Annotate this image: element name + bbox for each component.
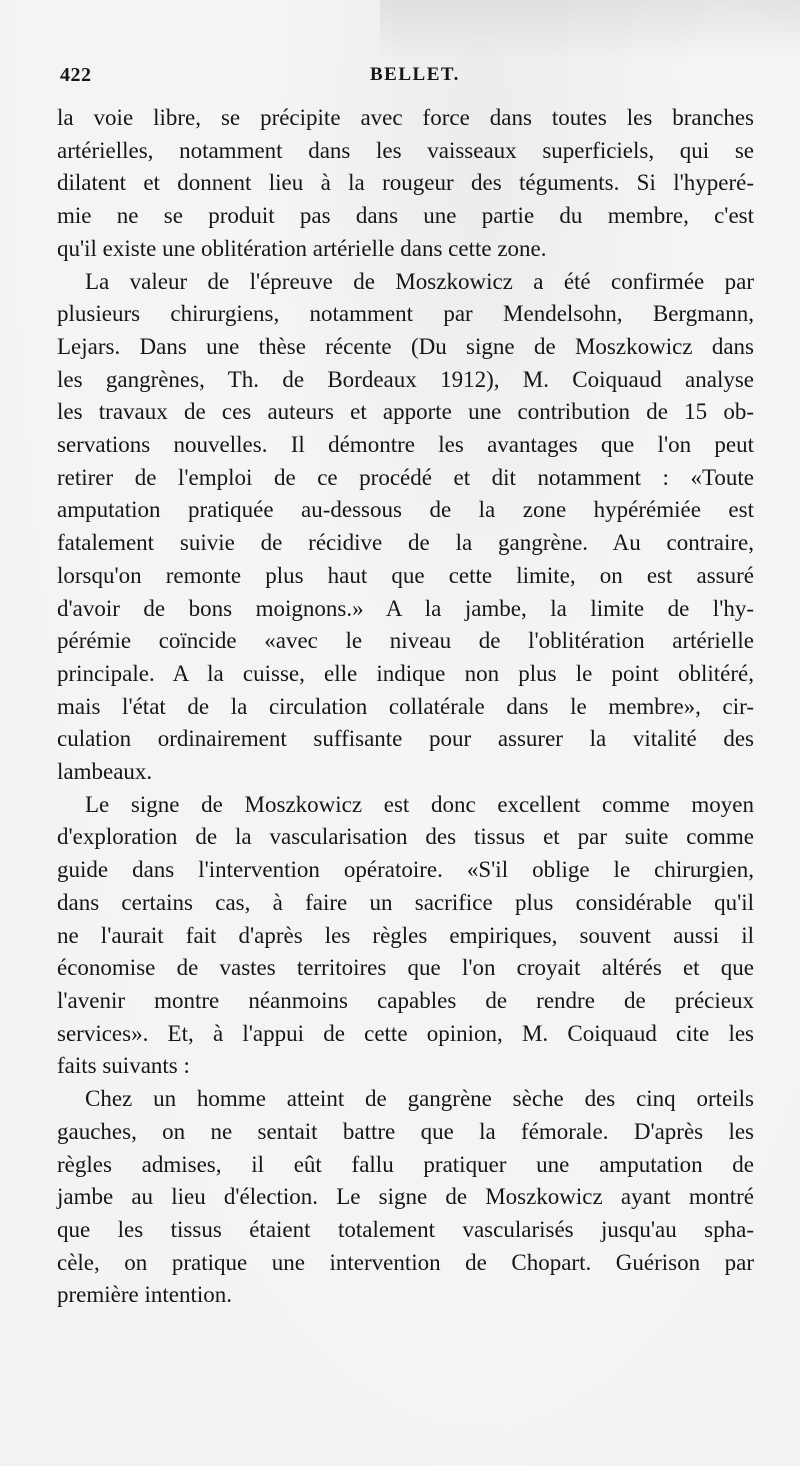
- paragraph-1: [57, 102, 754, 266]
- text-line: culation ordinairement suffisante pour assurer la vitalité des: [57, 726, 754, 752]
- text-line: règles admises, il eût fallu pratiquer une amputation de: [57, 1151, 754, 1177]
- text-line: Le signe de Moszkowicz est donc excellent comme moyen: [85, 791, 754, 817]
- text-line: l'avenir montre néanmoins capables de rendre de précieux: [57, 987, 754, 1013]
- text-line: pérémie coïncide «avec le niveau de l'oblitération artérielle: [57, 628, 754, 654]
- text-line: principale. A la cuisse, elle indique non plus le point oblitéré,: [57, 660, 754, 686]
- paragraph-2: [57, 266, 754, 789]
- text-line: jambe au lieu d'élection. Le signe de Moszkowicz ayant montré: [57, 1184, 754, 1210]
- text-line: les gangrènes, Th. de Bordeaux 1912), M. Coiquaud analyse: [57, 366, 754, 392]
- text-line: fatalement suivie de récidive de la gangrène. Au contraire,: [57, 530, 754, 556]
- text-line: gauches, on ne sentait battre que la fémorale. D'après les: [57, 1118, 754, 1144]
- running-title: BELLET.: [370, 64, 460, 85]
- text-line: la voie libre, se précipite avec force dans toutes les branches: [57, 105, 754, 130]
- text-line: mais l'état de la circulation collatérale dans le membre», cir-: [57, 693, 754, 719]
- page-number: 422: [60, 64, 92, 86]
- text-line: guide dans l'intervention opératoire. «S'il oblige le chirurgien,: [57, 857, 754, 883]
- running-head: [60, 64, 760, 88]
- text-line: lorsqu'on remonte plus haut que cette limite, on est assuré: [57, 562, 754, 588]
- text-line: cèle, on pratique une intervention de Chopart. Guérison par: [57, 1249, 754, 1275]
- text-line: dilatent et donnent lieu à la rougeur des téguments. Si l'hyperé-: [57, 170, 754, 196]
- paragraph-3: [57, 789, 754, 1083]
- text-line: services». Et, à l'appui de cette opinion, M. Coiquaud cite les: [57, 1020, 754, 1046]
- text-line: que les tissus étaient totalement vascularisés jusqu'au spha-: [57, 1216, 754, 1242]
- text-line: première intention.: [57, 1282, 232, 1308]
- body-text: [57, 102, 754, 1312]
- text-line: amputation pratiquée au-dessous de la zone hypérémiée est: [57, 497, 754, 523]
- text-line: mie ne se produit pas dans une partie du membre, c'est: [57, 203, 754, 229]
- text-line: La valeur de l'épreuve de Moszkowicz a été confirmée par: [85, 268, 754, 294]
- text-line: économise de vastes territoires que l'on croyait altérés et que: [57, 955, 754, 981]
- scan-shadow: [380, 0, 800, 60]
- text-line: lambeaux.: [57, 759, 153, 785]
- text-line: qu'il existe une oblitération artérielle dans cette zone.: [57, 235, 547, 261]
- text-line: faits suivants :: [57, 1053, 190, 1079]
- text-line: ne l'aurait fait d'après les règles empiriques, souvent aussi il: [57, 922, 754, 948]
- text-line: dans certains cas, à faire un sacrifice plus considérable qu'il: [57, 889, 754, 915]
- text-line: les travaux de ces auteurs et apporte une contribution de 15 ob-: [57, 399, 754, 425]
- paragraph-4: [57, 1083, 754, 1312]
- text-line: retirer de l'emploi de ce procédé et dit notamment : «Toute: [57, 464, 754, 490]
- text-line: d'exploration de la vascularisation des tissus et par suite comme: [57, 824, 754, 850]
- text-line: d'avoir de bons moignons.» A la jambe, la limite de l'hy-: [57, 595, 754, 621]
- text-line: Lejars. Dans une thèse récente (Du signe de Moszkowicz dans: [57, 333, 754, 359]
- text-line: servations nouvelles. Il démontre les avantages que l'on peut: [57, 432, 754, 458]
- text-line: artérielles, notamment dans les vaisseaux superficiels, qui se: [57, 137, 754, 163]
- text-line: plusieurs chirurgiens, notamment par Mendelsohn, Bergmann,: [57, 301, 754, 327]
- text-line: Chez un homme atteint de gangrène sèche des cinq orteils: [85, 1086, 754, 1112]
